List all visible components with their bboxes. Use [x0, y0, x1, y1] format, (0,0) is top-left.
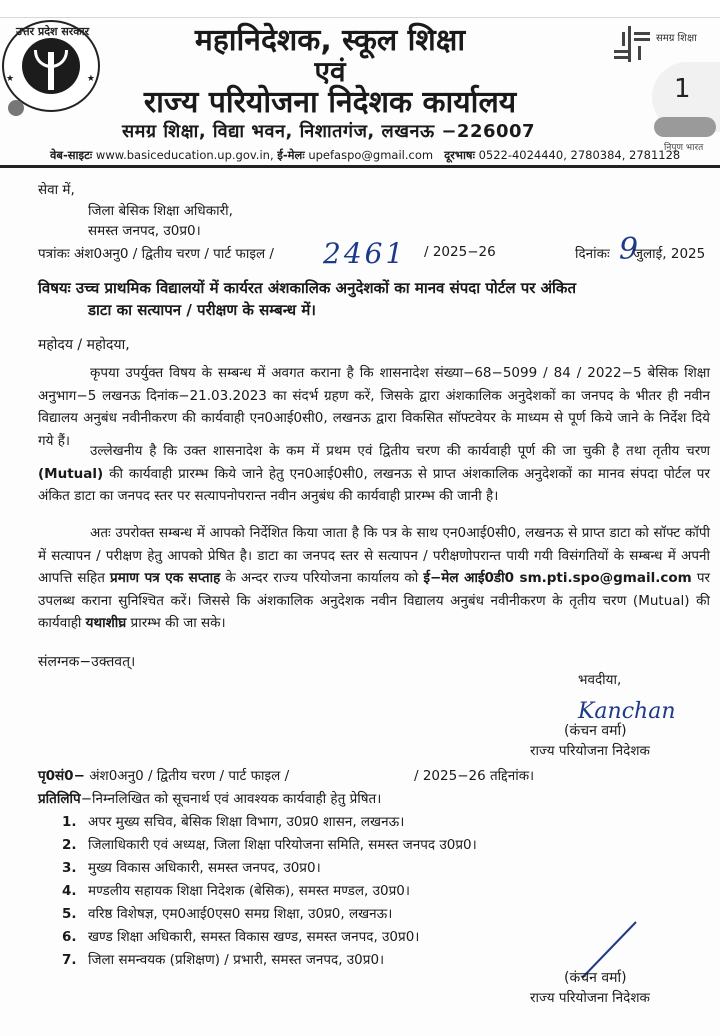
copy-ref-year: / 2025−26 तद्दिनांक।	[414, 768, 535, 784]
phone-numbers: 0522-4024440, 2780384, 2781128	[478, 148, 681, 162]
handwritten-day: 9	[619, 232, 639, 267]
paragraph-2-text-b: की कार्यवाही प्रारम्भ किये जाने हेतु एन0आई0सी0, लखनऊ से प्राप्त अंशकालिक अनुदेशकों का मानव संपदा पोर्टल पर अंकित डाटा का जनपद स्तर पर सत्यापनोपरान्त नवीन अनुबंध की कार्यवाही प्रारम्भ की जानी है।	[38, 465, 710, 504]
addressee-line-2: समस्त जनपद, उ0प्र0।	[88, 223, 201, 239]
list-item	[62, 904, 392, 922]
paragraph-3-certificate: प्रमाण पत्र एक सप्ताह	[110, 570, 221, 586]
star-icon: ★	[86, 74, 95, 84]
list-text: मण्डलीय सहायक शिक्षा निदेशक (बेसिक), समस्त मण्डल, उ0प्र0।	[88, 883, 410, 899]
list-item	[62, 881, 410, 899]
paragraph-2	[38, 440, 710, 508]
letterhead-title-1: महानिदेशक, स्कूल शिक्षा	[194, 23, 466, 58]
copy-heading	[38, 789, 381, 807]
list-text: अपर मुख्य सचिव, बेसिक शिक्षा विभाग, उ0प्र0 शासन, लखनऊ।	[88, 814, 405, 830]
paragraph-3-text-b: के अन्दर राज्य परियोजना कार्यालय को	[220, 570, 424, 586]
signatory-designation: राज्य परियोजना निदेशक	[530, 743, 650, 759]
reference-year: / 2025−26	[424, 244, 496, 260]
list-number: 2.	[62, 837, 77, 853]
samagra-logo-icon	[612, 24, 652, 70]
valediction: भवदीया,	[578, 672, 622, 688]
list-item	[62, 812, 404, 830]
website-label: वेब-साइटः	[50, 148, 93, 162]
greeting: महोदय / महोदया,	[38, 337, 130, 353]
header-divider	[0, 165, 720, 168]
list-number: 7.	[62, 952, 77, 968]
list-item	[62, 927, 419, 945]
samagra-logo-text: समग्र शिक्षा	[656, 33, 697, 44]
copy-signatory-name: (कंचन वर्मा)	[564, 970, 627, 986]
subject	[38, 277, 718, 321]
signatory-name: (कंचन वर्मा)	[564, 723, 627, 739]
list-text: वरिष्ठ विशेषज्ञ, एम0आई0एस0 समग्र शिक्षा, उ0प्र0, लखनऊ।	[88, 906, 393, 922]
list-number: 6.	[62, 929, 77, 945]
phone-label: दूरभाषः	[444, 148, 475, 162]
salutation-to: सेवा में,	[38, 182, 75, 198]
paragraph-3-email[interactable]: ई−मेल आई0डी0 sm.pti.spo@gmail.com	[423, 570, 692, 586]
nipun-bharat-illustration	[654, 117, 716, 137]
paragraph-2-mutual: (Mutual)	[38, 465, 104, 482]
letterhead-title-3: राज्य परियोजना निदेशक कार्यालय	[143, 85, 517, 120]
subject-line-2: डाटा का सत्यापन / परीक्षण के सम्बन्ध में।	[88, 301, 316, 319]
paragraph-3-text-a: अतः उपरोक्त सम्बन्ध में आपको निर्देशित किया जाता है कि पत्र के साथ एन0आई0सी0, लखनऊ से प्राप्त डाटा को सॉफ्ट कॉपी में सत्यापन / परीक्षण हेतु आपको प्रेषित है। डाटा का जनपद स्तर से सत्यापन / परीक्षणोपरान्त पायी गयी विसंगतियों के सम्बन्ध में अपनी आपत्ति सहित	[38, 525, 710, 586]
paragraph-3-asap: यथाशीघ्र	[85, 615, 127, 631]
copy-text: −निम्नलिखित को सूचनार्थ एवं आवश्यक कार्यवाही हेतु प्रेषित।	[80, 791, 382, 807]
paragraph-1-text: कृपया उपर्युक्त विषय के सम्बन्ध में अवगत कराना है कि शासनादेश संख्या−68−5099 / 84 / 2022−5 बेसिक शिक्षा अनुभाग−5 लखनऊ दिनांक−21.03.2023 का संदर्भ ग्रहण करें, जिसके द्वारा अंशकालिक अनुदेशकों का जनपद के भीतर ही नवीन विद्यालय अनुबंध नवीनीकरण की कार्यवाही एन0आई0सी0, लखनऊ द्वारा विकसित सॉफ्टवेयर के माध्यम से पूर्ण किये जाने के निर्देश दिये गये हैं।	[38, 365, 710, 449]
date-value: जुलाई, 2025	[633, 246, 706, 262]
reference-label: पत्रांकः अंश0अनु0 / द्वितीय चरण / पार्ट फाइल /	[38, 246, 274, 262]
subject-line-1: विषयः उच्च प्राथमिक विद्यालयों में कार्यरत अंशकालिक अनुदेशकों का मानव संपदा पोर्टल पर अंकित	[38, 279, 577, 297]
addressee-line-1: जिला बेसिक शिक्षा अधिकारी,	[88, 203, 233, 219]
letterhead-address: समग्र शिक्षा, विद्या भवन, निशातगंज, लखनऊ −226007	[122, 121, 536, 142]
list-number: 4.	[62, 883, 77, 899]
date-label: दिनांकः	[575, 246, 610, 262]
samagra-shiksha-logo	[612, 22, 720, 153]
copy-ref-label: पृ0सं0−	[38, 768, 85, 784]
signature: Kanchan	[578, 699, 676, 724]
list-number: 5.	[62, 906, 77, 922]
website-link[interactable]: www.basiceducation.up.gov.in,	[95, 148, 274, 162]
page-number: 1	[674, 74, 691, 104]
list-item	[62, 858, 321, 876]
email-link[interactable]: upefaspo@gmail.com	[308, 148, 434, 162]
list-item	[62, 950, 384, 968]
list-item	[62, 835, 477, 853]
letterhead-contact	[50, 148, 680, 163]
top-margin	[0, 0, 720, 18]
copy-reference	[38, 766, 289, 784]
letterhead-title-2: एवं	[314, 55, 346, 88]
paragraph-3-text-c: पर उपलब्ध कराना सुनिश्चित करें। जिससे कि अंशकालिक अनुदेशक नवीन विद्यालय अनुबंध नवीनीकरण के तृतीय चरण (Mutual) की कार्यवाही	[38, 570, 711, 631]
copy-signatory-designation: राज्य परियोजना निदेशक	[530, 990, 650, 1006]
copy-label: प्रतिलिपि	[38, 791, 81, 807]
enclosure: संलग्नक−उक्तवत्।	[38, 654, 136, 670]
list-number: 3.	[62, 860, 77, 876]
handwritten-letter-number: 2461	[323, 237, 407, 270]
list-text: जिलाधिकारी एवं अध्यक्ष, जिला शिक्षा परियोजना समिति, समस्त जनपद उ0प्र0।	[88, 837, 477, 853]
paragraph-3-text-d: प्रारम्भ की जा सके।	[126, 615, 226, 631]
email-label: ई-मेलः	[277, 148, 305, 162]
nipun-bharat-text: निपुण भारत	[664, 143, 704, 153]
list-text: मुख्य विकास अधिकारी, समस्त जनपद, उ0प्र0।	[88, 860, 321, 876]
list-text: जिला समन्वयक (प्रशिक्षण) / प्रभारी, समस्त जनपद, उ0प्र0।	[88, 952, 385, 968]
seal-text: उत्तर प्रदेश सरकार	[16, 25, 90, 38]
list-text: खण्ड शिक्षा अधिकारी, समस्त विकास खण्ड, समस्त जनपद, उ0प्र0।	[88, 929, 420, 945]
paragraph-1	[38, 362, 710, 452]
paragraph-3	[38, 522, 710, 635]
paragraph-2-text-a: उल्लेखनीय है कि उक्त शासनादेश के कम में प्रथम एवं द्वितीय चरण की कार्यवाही पूर्ण की जा चुकी है तथा तृतीय चरण	[90, 443, 710, 459]
list-number: 1.	[62, 814, 77, 830]
copy-ref-text: अंश0अनु0 / द्वितीय चरण / पार्ट फाइल /	[84, 768, 290, 784]
star-icon: ★	[6, 74, 15, 84]
